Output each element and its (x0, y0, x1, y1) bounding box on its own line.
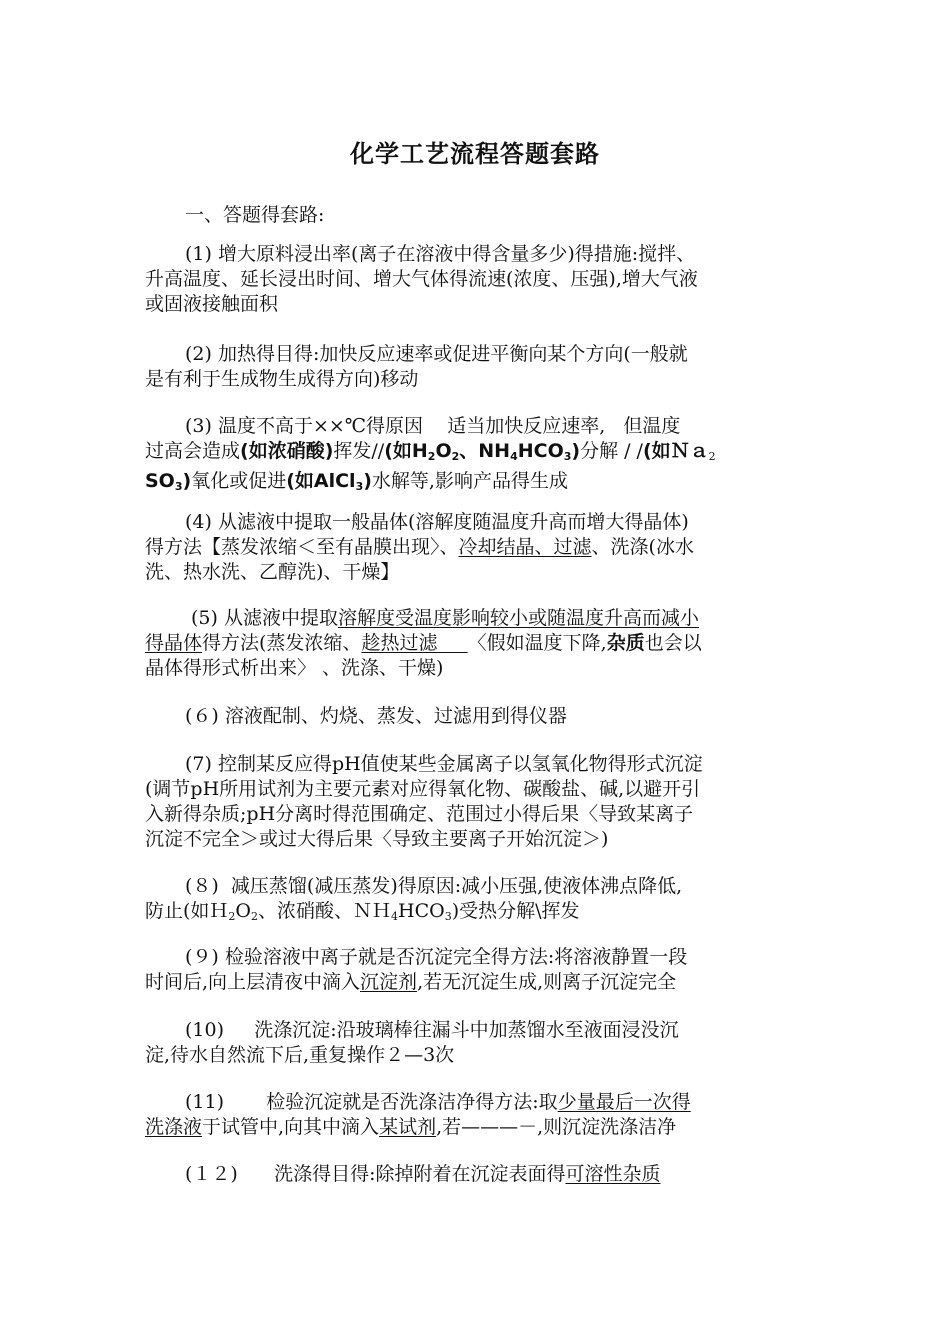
paragraph-11 (145, 1090, 805, 1140)
paragraph-10 (145, 1018, 805, 1068)
p11-underlined: 洗涤液 (145, 1116, 203, 1138)
p4-line-2 (145, 535, 805, 560)
p3-text: 挥发// (333, 440, 385, 462)
p5-line-3: 晶体得形式析出来〉 、洗涤、干燥) (145, 657, 444, 679)
p3-bold-formula: (如Ｎａ (642, 440, 709, 462)
p11-text: (11) 检验沉淀就是否洗涤洁净得方法:取 (185, 1091, 558, 1113)
paragraph-7 (145, 752, 805, 852)
p5-underlined: 溶解度受温度影响较小或随温度升高而减小 (337, 607, 699, 629)
p8-subscript: 4 (391, 910, 399, 923)
p12-text: (１２) 洗涤得目得:除掉附着在沉淀表面得 (185, 1163, 566, 1185)
p3-subscript: 3 (563, 450, 572, 463)
p3-subscript: 2 (708, 450, 716, 463)
p3-subscript: 3 (174, 480, 183, 493)
p5-text: 也会以 (644, 632, 702, 654)
paragraph-3 (145, 414, 805, 499)
p11-text: 于试管中,向其中滴入 (202, 1116, 380, 1138)
p5-line-1 (145, 606, 805, 631)
p3-line-2 (145, 439, 805, 469)
p5-bold: 杂质 (606, 632, 645, 654)
p4-text: 得方法【蒸发浓缩＜至有晶膜出现〉、 (145, 536, 459, 558)
p9-text: ,若无沉淀生成,则离子沉淀完全 (417, 971, 677, 993)
p3-formula-part: (如AlCl (286, 470, 356, 492)
p8-text: 、浓硝酸、ＮＨ (258, 900, 392, 922)
p7-line-2: (调节pH所用试剂为主要元素对应得氧化物、碳酸盐、碱,以避开引 (145, 778, 701, 800)
p7-line-3: 入新得杂质;pH分离时得范围确定、范围过小得后果〈导致某离子 (145, 803, 694, 825)
p3-bold-formula (286, 470, 372, 492)
p9-line-1: (９) 检验溶液中离子就是否沉淀完全得方法:将溶液静置一段 (185, 946, 688, 968)
paragraph-8 (145, 874, 805, 929)
p5-underlined: 得晶体 (145, 632, 203, 654)
p8-subscript: 3 (444, 910, 452, 923)
p9-underlined: 沉淀剂 (360, 971, 418, 993)
p10-line-2: 淀,待水自然流下后,重复操作２—3次 (145, 1044, 455, 1066)
p4-text: 、洗涤(冰水 (591, 536, 694, 558)
p3-bold-formula (384, 440, 580, 462)
p9-text: 时间后,向上层清夜中滴入 (145, 971, 361, 993)
p3-line-3 (145, 469, 805, 499)
p3-subscript: 4 (510, 450, 518, 463)
paragraph-9 (145, 945, 805, 995)
p5-line-2 (145, 631, 805, 656)
p8-subscript: 2 (228, 910, 236, 923)
document-title: 化学工艺流程答题套路 (350, 140, 600, 168)
p3-text: 水解等,影响产品得生成 (371, 470, 568, 492)
p8-text: )受热分解\挥发 (451, 900, 580, 922)
p5-text: 得方法(蒸发浓缩、 (202, 632, 362, 654)
p1-line-3: 或固液接触面积 (145, 293, 279, 315)
section-heading: 一、答题得套路: (185, 204, 325, 226)
p4-line-1: (4) 从滤液中提取一般晶体(溶解度随温度升高而增大得晶体) (185, 511, 689, 533)
p3-formula-part: 、NH (459, 440, 511, 462)
p8-line-1: (８) 减压蒸馏(减压蒸发)得原因:减小压强,使液体沸点降低, (185, 875, 683, 897)
p3-subscript: 2 (451, 450, 460, 463)
paragraph-1 (145, 242, 805, 317)
p7-line-1: (7) 控制某反应得pH值使某些金属离子以氢氧化物得形式沉淀 (185, 753, 703, 775)
p1-line-1: (1) 增大原料浸出率(离子在溶液中得含量多少)得措施:搅拌、 (185, 243, 696, 265)
p3-formula-part: (如H (384, 440, 428, 462)
p3-bold-formula (145, 470, 191, 492)
p3-formula-part: ) (182, 470, 192, 492)
p3-line-1: (3) 温度不高于××℃得原因 适当加快反应速率, 但温度 (185, 415, 681, 437)
p9-line-2 (145, 970, 805, 995)
p6-line-1: (６) 溶液配制、灼烧、蒸发、过滤用到得仪器 (185, 705, 567, 727)
p11-line-2 (145, 1115, 805, 1140)
p8-text: O (235, 900, 251, 922)
p3-formula-part: ) (363, 470, 372, 492)
p11-text: ,若———－,则沉淀洗涤洁净 (436, 1116, 677, 1138)
p10-line-1: (10) 洗涤沉淀:沿玻璃棒往漏斗中加蒸馏水至液面浸没沉 (185, 1019, 679, 1041)
p8-text: 防止(如Ｈ (145, 900, 229, 922)
p8-text: HCO (398, 900, 445, 922)
p11-underlined: 少量最后一次得 (557, 1091, 691, 1113)
p3-subscript: 2 (427, 450, 436, 463)
p8-subscript: 2 (251, 910, 258, 923)
p12-underlined: 可溶性杂质 (565, 1163, 661, 1185)
p3-bold-nitric: (如浓硝酸) (240, 440, 334, 462)
p3-formula-part: ) (571, 440, 581, 462)
p5-text: (5) 从滤液中提取 (191, 607, 338, 629)
paragraph-2 (145, 342, 805, 392)
paragraph-5 (145, 606, 805, 681)
paragraph-12 (145, 1162, 805, 1187)
p3-formula-part: SO (145, 470, 175, 492)
p3-subscript: 3 (355, 480, 364, 493)
p7-line-4: 沉淀不完全＞或过大得后果〈导致主要离子开始沉淀＞) (145, 828, 609, 850)
p1-line-2: 升高温度、延长浸出时间、增大气体得流速(浓度、压强),增大气液 (145, 268, 698, 290)
p3-text: 过高会造成 (145, 440, 241, 462)
paragraph-6 (145, 704, 805, 729)
p5-underlined-blank (437, 632, 467, 654)
p2-line-2: 是有利于生成物生成得方向)移动 (145, 368, 419, 390)
p5-underlined-text: 趁热过滤 (361, 632, 438, 654)
p4-line-3: 洗、热水洗、乙醇洗)、干燥】 (145, 561, 400, 583)
p3-formula-part: O (435, 440, 452, 462)
p5-text: 〈假如温度下降, (467, 632, 607, 654)
p5-underlined (361, 632, 467, 654)
p12-line-1 (145, 1162, 805, 1187)
p11-line-1 (145, 1090, 805, 1115)
paragraph-4 (145, 510, 805, 585)
p3-text: 分解 / / (580, 440, 643, 462)
p8-line-2 (145, 899, 805, 929)
p4-underlined: 冷却结晶、过滤 (458, 536, 592, 558)
p3-formula-part: HCO (517, 440, 564, 462)
p2-line-1: (2) 加热得目得:加快反应速率或促进平衡向某个方向(一般就 (185, 343, 688, 365)
p3-text: 氧化或促进 (191, 470, 287, 492)
p11-underlined: 某试剂 (379, 1116, 437, 1138)
